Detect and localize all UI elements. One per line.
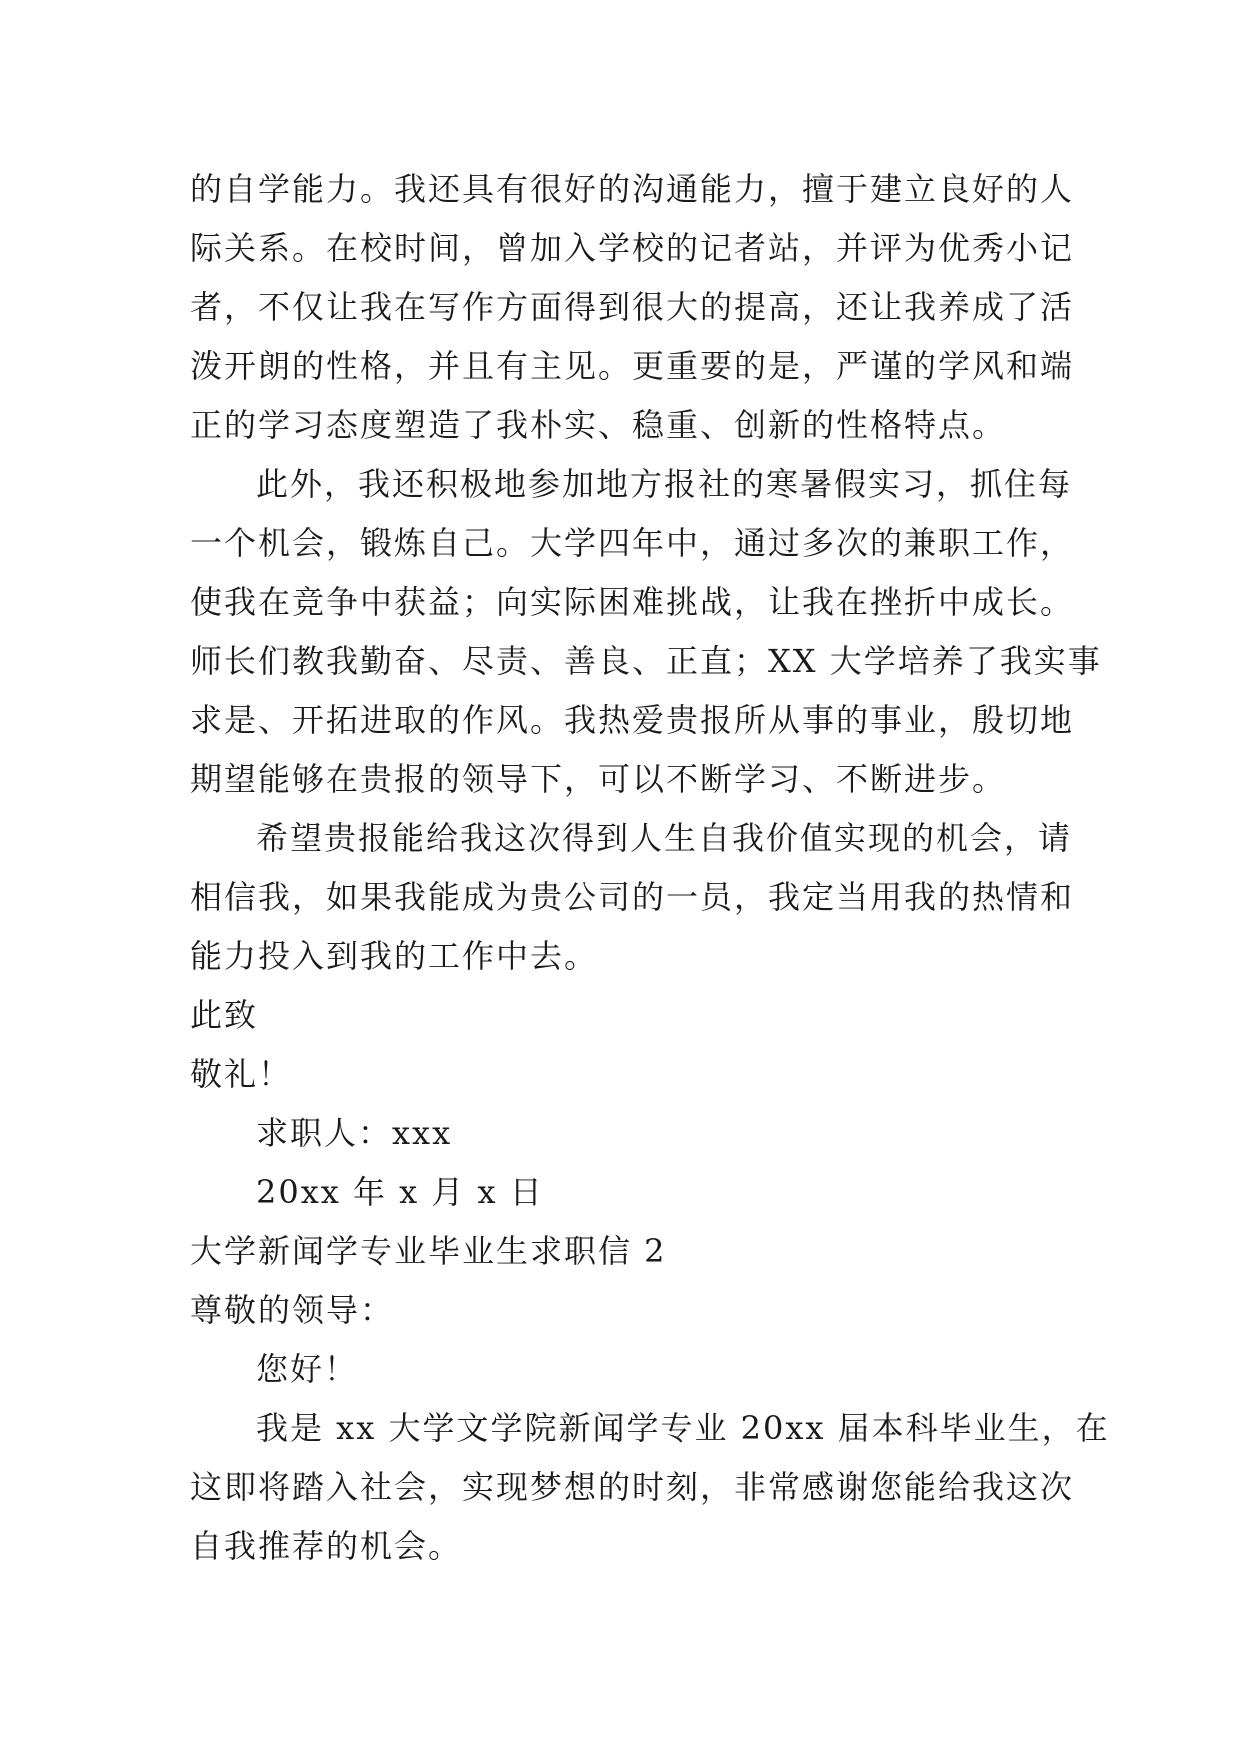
text-line: 能力投入到我的工作中去。 <box>190 937 599 975</box>
text-line: 的自学能力。我还具有很好的沟通能力，擅于建立良好的人 <box>190 170 1075 208</box>
text-line: 正的学习态度塑造了我朴实、稳重、创新的性格特点。 <box>190 406 1007 444</box>
document-body <box>190 160 1110 1576</box>
text-line: 此外，我还积极地参加地方报社的寒暑假实习，抓住每 <box>256 465 1073 503</box>
text-line: 泼开朗的性格，并且有主见。更重要的是，严谨的学风和端 <box>190 347 1075 385</box>
text-line: 者，不仅让我在写作方面得到很大的提高，还让我养成了活 <box>190 288 1075 326</box>
text-line: 希望贵报能给我这次得到人生自我价值实现的机会，请 <box>256 819 1073 857</box>
text-line: 这即将踏入社会，实现梦想的时刻，非常感谢您能给我这次 <box>190 1468 1075 1506</box>
closing-regards: 敬礼！ <box>190 1055 293 1093</box>
text-line: 际关系。在校时间，曾加入学校的记者站，并评为优秀小记 <box>190 229 1075 267</box>
text-line: 求是、开拓进取的作风。我热爱贵报所从事的事业，殷切地 <box>190 701 1075 739</box>
text-line: 师长们教我勤奋、尽责、善良、正直；XX 大学培养了我实事 <box>190 642 1102 680</box>
text-line: 一个机会，锻炼自己。大学四年中，通过多次的兼职工作， <box>190 524 1075 562</box>
text-line: 相信我，如果我能成为贵公司的一员，我定当用我的热情和 <box>190 878 1075 916</box>
closing-salutation: 此致 <box>190 996 259 1034</box>
applicant-signature: 求职人：xxx <box>256 1114 453 1152</box>
letter-date: 20xx 年 x 月 x 日 <box>256 1173 544 1211</box>
text-line: 我是 xx 大学文学院新闻学专业 20xx 届本科毕业生，在 <box>256 1409 1110 1447</box>
text-line: 期望能够在贵报的领导下，可以不断学习、不断进步。 <box>190 760 1007 798</box>
text-line: 使我在竞争中获益；向实际困难挑战，让我在挫折中成长。 <box>190 583 1075 621</box>
greeting-line: 尊敬的领导： <box>190 1291 395 1329</box>
text-line: 自我推荐的机会。 <box>190 1527 463 1565</box>
section-title: 大学新闻学专业毕业生求职信 2 <box>190 1232 667 1270</box>
greeting-hello: 您好！ <box>256 1350 359 1388</box>
